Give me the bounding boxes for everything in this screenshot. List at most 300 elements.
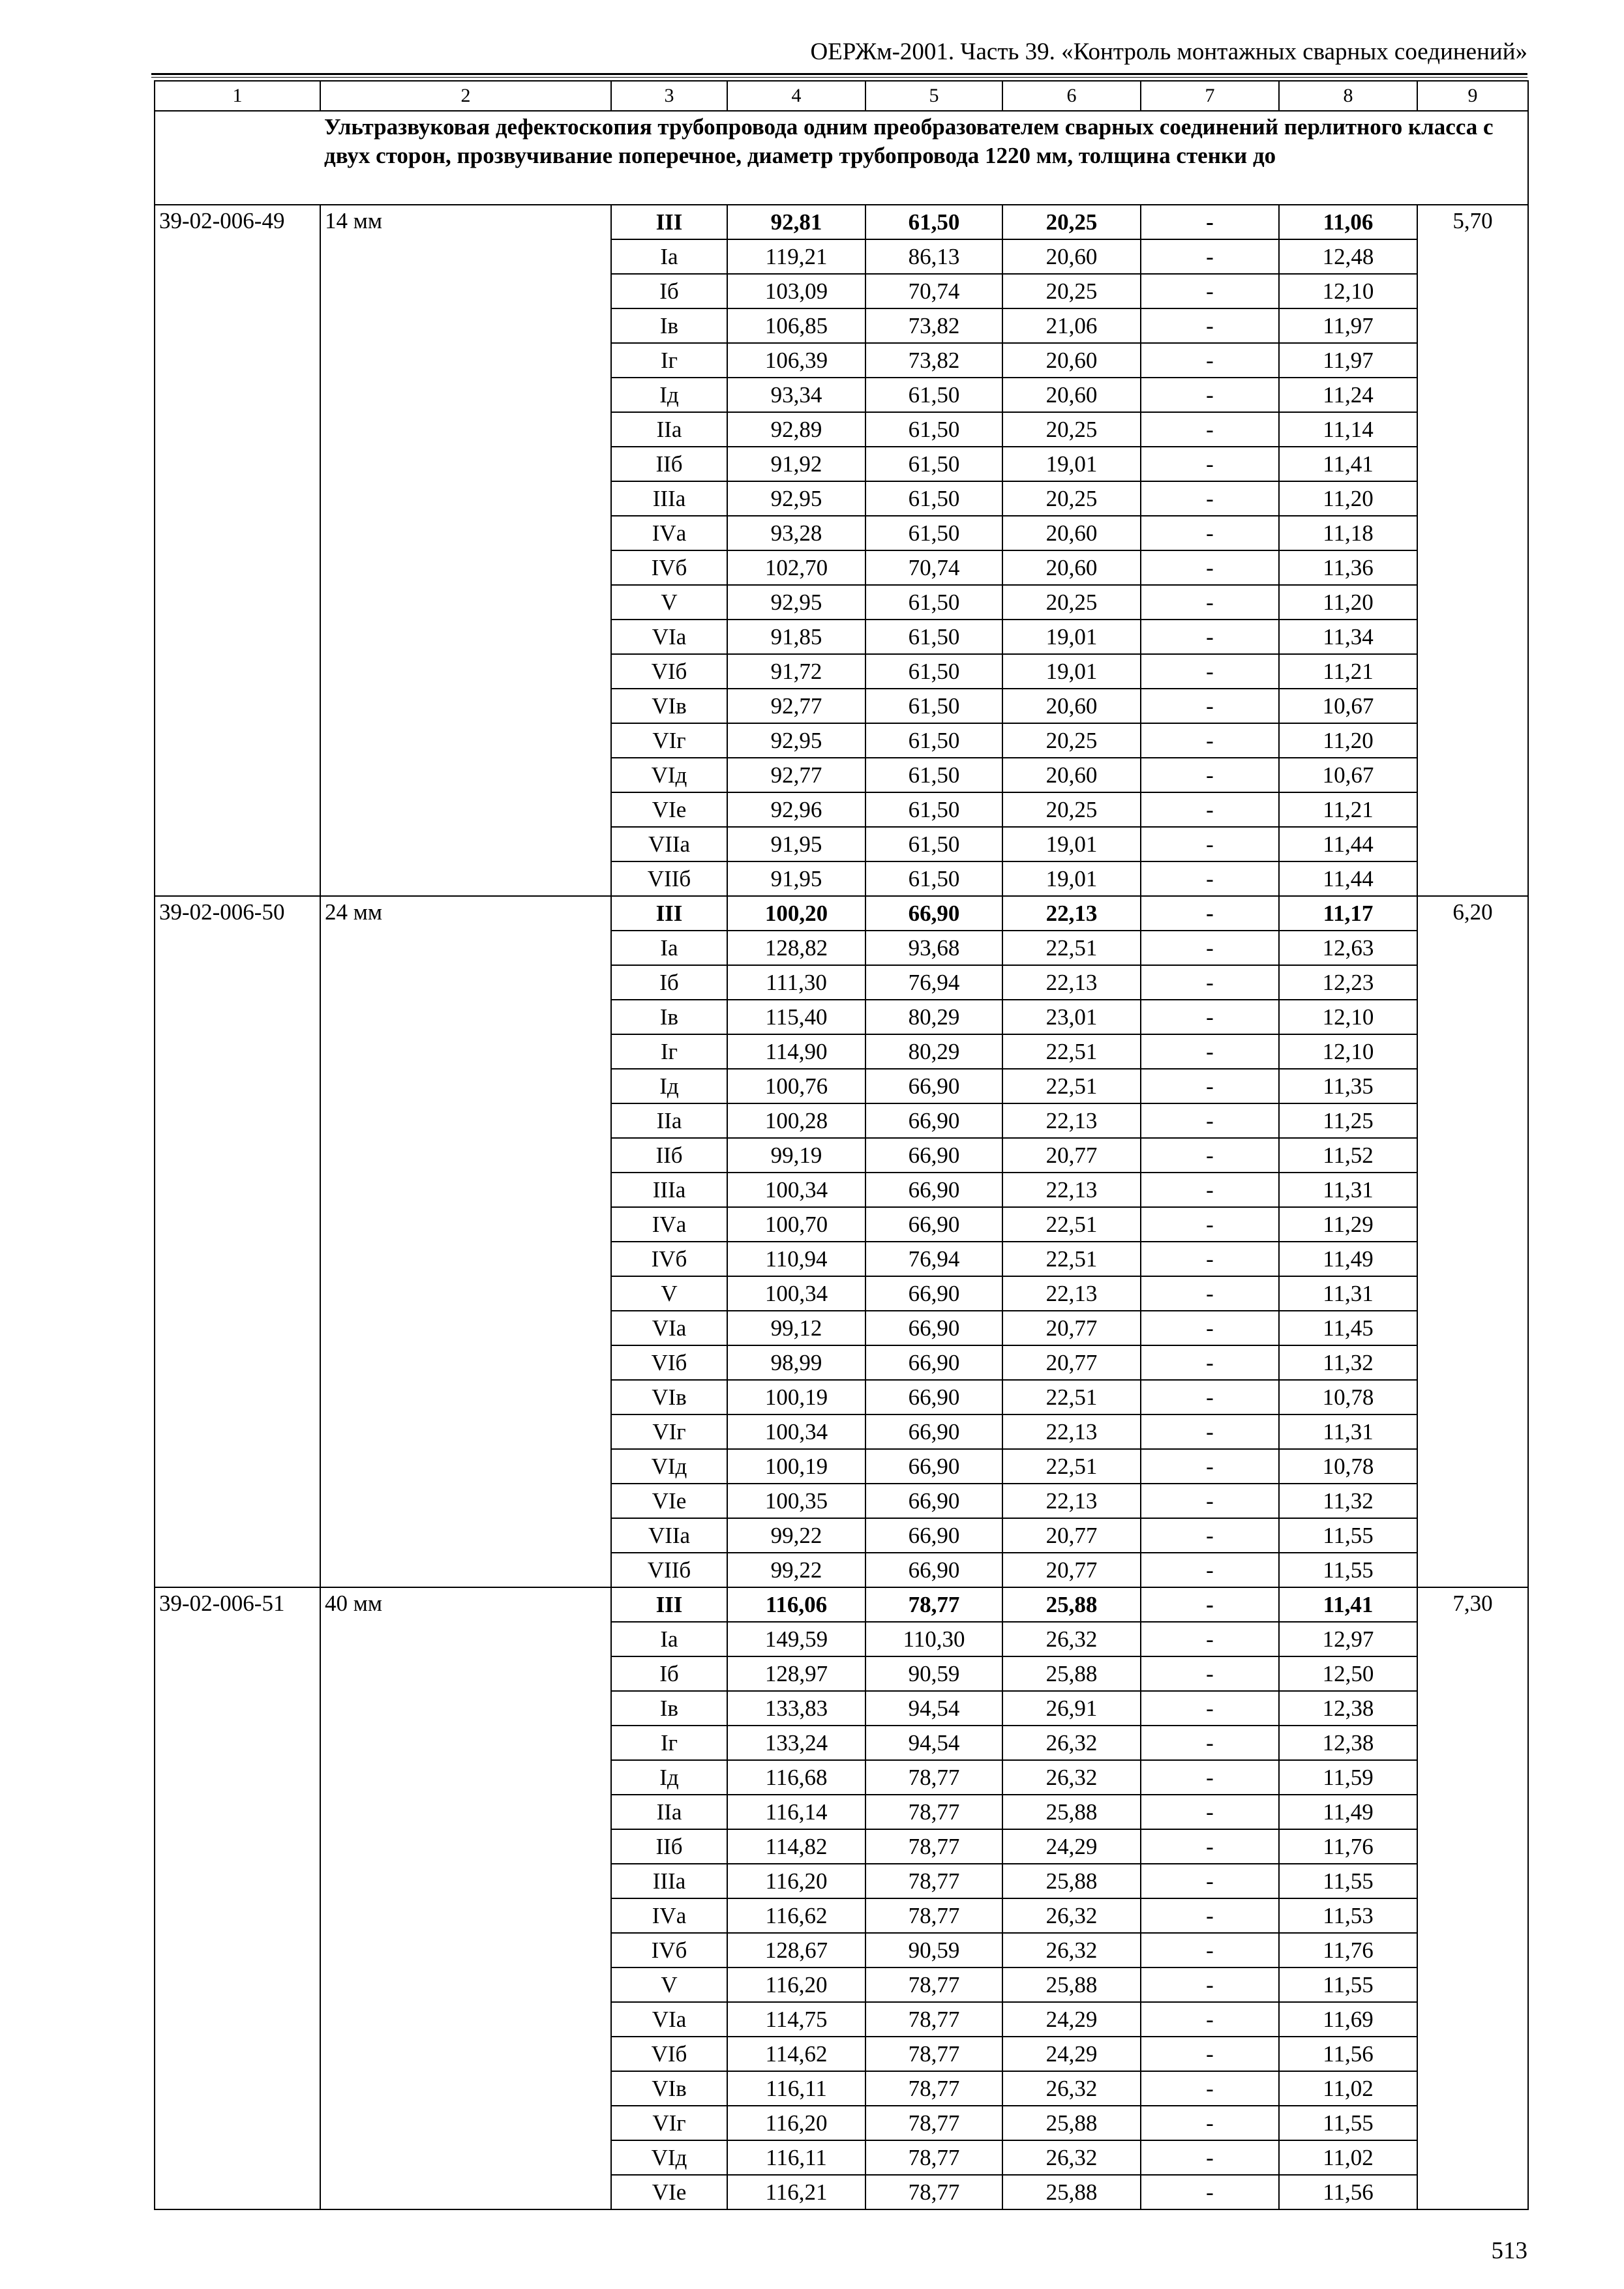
wall-thickness: 40 мм <box>320 1587 611 2209</box>
value-cell: 11,69 <box>1279 2002 1417 2037</box>
value-cell: - <box>1141 792 1279 827</box>
value-cell: 86,13 <box>865 239 1002 274</box>
value-cell: 66,90 <box>865 1069 1002 1103</box>
category-cell: III <box>611 896 727 931</box>
value-cell: 90,59 <box>865 1933 1002 1967</box>
category-cell: Iд <box>611 1069 727 1103</box>
table-row <box>155 1587 1528 1622</box>
value-cell: 61,50 <box>865 620 1002 654</box>
category-cell: VIIб <box>611 861 727 896</box>
category-cell: IIб <box>611 1829 727 1864</box>
category-cell: IVб <box>611 1242 727 1276</box>
value-cell: 116,62 <box>727 1898 865 1933</box>
column-number-row <box>155 81 1528 111</box>
value-cell: 21,06 <box>1002 308 1141 343</box>
value-cell: 20,25 <box>1002 723 1141 758</box>
value-cell: 11,31 <box>1279 1276 1417 1311</box>
category-cell: Iв <box>611 1000 727 1034</box>
value-cell: 78,77 <box>865 2037 1002 2071</box>
value-cell: 26,32 <box>1002 1933 1141 1967</box>
category-cell: VIа <box>611 620 727 654</box>
value-cell: - <box>1141 308 1279 343</box>
value-cell: 11,32 <box>1279 1484 1417 1518</box>
value-cell: 11,02 <box>1279 2140 1417 2175</box>
value-cell: 12,10 <box>1279 1000 1417 1034</box>
value-cell: 76,94 <box>865 965 1002 1000</box>
value-cell: 11,02 <box>1279 2071 1417 2106</box>
value-cell: 110,94 <box>727 1242 865 1276</box>
value-cell: 11,35 <box>1279 1069 1417 1103</box>
value-cell: 26,32 <box>1002 2140 1141 2175</box>
category-cell: Iв <box>611 308 727 343</box>
category-cell: VIIб <box>611 1553 727 1587</box>
category-cell: VIIа <box>611 827 727 861</box>
value-cell: 12,10 <box>1279 1034 1417 1069</box>
value-cell: 66,90 <box>865 1311 1002 1345</box>
value-cell: 24,29 <box>1002 2002 1141 2037</box>
category-cell: IIб <box>611 447 727 481</box>
value-cell: 12,38 <box>1279 1691 1417 1726</box>
value-cell: 25,88 <box>1002 1864 1141 1898</box>
value-cell: 19,01 <box>1002 861 1141 896</box>
category-cell: IIIа <box>611 481 727 516</box>
value-cell: - <box>1141 343 1279 378</box>
category-cell: IVа <box>611 1898 727 1933</box>
value-cell: - <box>1141 1311 1279 1345</box>
value-cell: 20,60 <box>1002 758 1141 792</box>
value-cell: 12,10 <box>1279 274 1417 308</box>
value-cell: - <box>1141 274 1279 308</box>
value-cell: 100,76 <box>727 1069 865 1103</box>
value-cell: 61,50 <box>865 378 1002 412</box>
page-number: 513 <box>1491 2237 1527 2264</box>
value-cell: - <box>1141 1587 1279 1622</box>
value-cell: 11,55 <box>1279 1967 1417 2002</box>
value-cell: 12,38 <box>1279 1726 1417 1760</box>
value-cell: 100,19 <box>727 1449 865 1484</box>
value-cell: 26,32 <box>1002 1622 1141 1656</box>
value-cell: 92,89 <box>727 412 865 447</box>
value-cell: 99,22 <box>727 1518 865 1553</box>
value-cell: 11,49 <box>1279 1795 1417 1829</box>
value-cell: 61,50 <box>865 585 1002 620</box>
section-title-spacer <box>155 111 320 205</box>
value-cell: - <box>1141 1691 1279 1726</box>
value-cell: - <box>1141 1069 1279 1103</box>
value-cell: 11,76 <box>1279 1829 1417 1864</box>
value-cell: 11,25 <box>1279 1103 1417 1138</box>
value-cell: 22,13 <box>1002 1484 1141 1518</box>
value-cell: 12,23 <box>1279 965 1417 1000</box>
value-cell: 93,34 <box>727 378 865 412</box>
column-number: 2 <box>320 81 611 111</box>
column-9-value: 7,30 <box>1417 1587 1528 2209</box>
value-cell: 61,50 <box>865 516 1002 550</box>
value-cell: 99,22 <box>727 1553 865 1587</box>
value-cell: 11,17 <box>1279 896 1417 931</box>
value-cell: - <box>1141 1795 1279 1829</box>
value-cell: - <box>1141 1933 1279 1967</box>
value-cell: 111,30 <box>727 965 865 1000</box>
value-cell: 11,44 <box>1279 861 1417 896</box>
value-cell: 92,95 <box>727 585 865 620</box>
value-cell: 11,52 <box>1279 1138 1417 1173</box>
value-cell: 11,20 <box>1279 723 1417 758</box>
value-cell: - <box>1141 1829 1279 1864</box>
rate-code: 39-02-006-49 <box>155 205 320 896</box>
value-cell: 78,77 <box>865 2106 1002 2140</box>
value-cell: 25,88 <box>1002 2106 1141 2140</box>
value-cell: 66,90 <box>865 1276 1002 1311</box>
value-cell: - <box>1141 2175 1279 2209</box>
value-cell: 61,50 <box>865 758 1002 792</box>
value-cell: 114,62 <box>727 2037 865 2071</box>
value-cell: 91,72 <box>727 654 865 689</box>
header-rule-thick <box>151 73 1527 75</box>
category-cell: Iв <box>611 1691 727 1726</box>
value-cell: 98,99 <box>727 1345 865 1380</box>
category-cell: VIд <box>611 2140 727 2175</box>
value-cell: 90,59 <box>865 1656 1002 1691</box>
value-cell: 66,90 <box>865 1138 1002 1173</box>
value-cell: 22,13 <box>1002 1414 1141 1449</box>
value-cell: 70,74 <box>865 550 1002 585</box>
value-cell: 11,18 <box>1279 516 1417 550</box>
rate-code: 39-02-006-51 <box>155 1587 320 2209</box>
value-cell: 99,12 <box>727 1311 865 1345</box>
value-cell: 114,75 <box>727 2002 865 2037</box>
category-cell: Iб <box>611 1656 727 1691</box>
value-cell: 11,20 <box>1279 585 1417 620</box>
value-cell: 11,56 <box>1279 2037 1417 2071</box>
value-cell: 78,77 <box>865 2002 1002 2037</box>
table-row <box>155 896 1528 931</box>
value-cell: 10,67 <box>1279 758 1417 792</box>
value-cell: 11,41 <box>1279 1587 1417 1622</box>
table-body <box>155 81 1528 2209</box>
value-cell: - <box>1141 447 1279 481</box>
value-cell: 26,32 <box>1002 1726 1141 1760</box>
value-cell: 78,77 <box>865 1967 1002 2002</box>
category-cell: Iа <box>611 931 727 965</box>
value-cell: - <box>1141 1484 1279 1518</box>
category-cell: Iд <box>611 1760 727 1795</box>
value-cell: - <box>1141 516 1279 550</box>
value-cell: - <box>1141 1138 1279 1173</box>
value-cell: - <box>1141 1207 1279 1242</box>
value-cell: - <box>1141 1380 1279 1414</box>
value-cell: 91,95 <box>727 827 865 861</box>
value-cell: 92,96 <box>727 792 865 827</box>
value-cell: 91,95 <box>727 861 865 896</box>
value-cell: 73,82 <box>865 343 1002 378</box>
value-cell: 100,35 <box>727 1484 865 1518</box>
category-cell: III <box>611 1587 727 1622</box>
value-cell: 19,01 <box>1002 447 1141 481</box>
value-cell: 22,51 <box>1002 1380 1141 1414</box>
value-cell: 78,77 <box>865 1587 1002 1622</box>
value-cell: 20,60 <box>1002 343 1141 378</box>
category-cell: VIд <box>611 1449 727 1484</box>
category-cell: IVа <box>611 516 727 550</box>
rates-table <box>154 80 1529 2210</box>
category-cell: VIIа <box>611 1518 727 1553</box>
value-cell: 23,01 <box>1002 1000 1141 1034</box>
column-number: 9 <box>1417 81 1528 111</box>
value-cell: 92,77 <box>727 689 865 723</box>
value-cell: - <box>1141 1553 1279 1587</box>
value-cell: 128,82 <box>727 931 865 965</box>
value-cell: 116,20 <box>727 1864 865 1898</box>
value-cell: 66,90 <box>865 896 1002 931</box>
value-cell: 92,77 <box>727 758 865 792</box>
value-cell: - <box>1141 1000 1279 1034</box>
value-cell: 78,77 <box>865 2175 1002 2209</box>
value-cell: 22,13 <box>1002 1276 1141 1311</box>
value-cell: 116,14 <box>727 1795 865 1829</box>
value-cell: 100,20 <box>727 896 865 931</box>
value-cell: - <box>1141 1518 1279 1553</box>
category-cell: Iг <box>611 1034 727 1069</box>
category-cell: IIIа <box>611 1864 727 1898</box>
value-cell: 66,90 <box>865 1414 1002 1449</box>
category-cell: VIг <box>611 1414 727 1449</box>
value-cell: 11,55 <box>1279 1553 1417 1587</box>
value-cell: 92,95 <box>727 481 865 516</box>
value-cell: 100,28 <box>727 1103 865 1138</box>
value-cell: 116,06 <box>727 1587 865 1622</box>
value-cell: 80,29 <box>865 1034 1002 1069</box>
value-cell: 22,13 <box>1002 965 1141 1000</box>
value-cell: 66,90 <box>865 1103 1002 1138</box>
category-cell: VIв <box>611 1380 727 1414</box>
value-cell: 22,51 <box>1002 1034 1141 1069</box>
value-cell: - <box>1141 2037 1279 2071</box>
value-cell: 133,24 <box>727 1726 865 1760</box>
value-cell: 11,21 <box>1279 792 1417 827</box>
value-cell: 22,13 <box>1002 1103 1141 1138</box>
value-cell: 91,85 <box>727 620 865 654</box>
wall-thickness: 24 мм <box>320 896 611 1587</box>
category-cell: VIв <box>611 2071 727 2106</box>
value-cell: 116,20 <box>727 2106 865 2140</box>
value-cell: 61,50 <box>865 827 1002 861</box>
value-cell: 78,77 <box>865 1760 1002 1795</box>
value-cell: - <box>1141 931 1279 965</box>
value-cell: 102,70 <box>727 550 865 585</box>
category-cell: VIб <box>611 1345 727 1380</box>
value-cell: 10,78 <box>1279 1380 1417 1414</box>
value-cell: 19,01 <box>1002 654 1141 689</box>
value-cell: 61,50 <box>865 205 1002 239</box>
value-cell: 70,74 <box>865 274 1002 308</box>
value-cell: - <box>1141 1656 1279 1691</box>
category-cell: IIа <box>611 412 727 447</box>
category-cell: IVб <box>611 550 727 585</box>
value-cell: 19,01 <box>1002 827 1141 861</box>
value-cell: 11,41 <box>1279 447 1417 481</box>
value-cell: 114,82 <box>727 1829 865 1864</box>
value-cell: 93,28 <box>727 516 865 550</box>
category-cell: IIа <box>611 1103 727 1138</box>
column-number: 4 <box>727 81 865 111</box>
value-cell: 25,88 <box>1002 1967 1141 2002</box>
value-cell: - <box>1141 654 1279 689</box>
category-cell: VIг <box>611 723 727 758</box>
value-cell: 78,77 <box>865 2071 1002 2106</box>
value-cell: - <box>1141 758 1279 792</box>
value-cell: 94,54 <box>865 1691 1002 1726</box>
value-cell: - <box>1141 1449 1279 1484</box>
value-cell: 26,32 <box>1002 1898 1141 1933</box>
category-cell: V <box>611 585 727 620</box>
value-cell: 78,77 <box>865 1864 1002 1898</box>
value-cell: 61,50 <box>865 412 1002 447</box>
value-cell: 25,88 <box>1002 1587 1141 1622</box>
wall-thickness: 14 мм <box>320 205 611 896</box>
value-cell: 24,29 <box>1002 1829 1141 1864</box>
section-title: Ультразвуковая дефектоскопия трубопровода одним преобразователем сварных соединений перлитного класса с двух сторон, прозвучивание поперечное, диаметр трубопровода 1220 мм, толщина стенки до <box>320 111 1528 205</box>
value-cell: - <box>1141 205 1279 239</box>
column-number: 3 <box>611 81 727 111</box>
value-cell: 114,90 <box>727 1034 865 1069</box>
value-cell: 22,51 <box>1002 1207 1141 1242</box>
value-cell: 20,60 <box>1002 516 1141 550</box>
column-number: 6 <box>1002 81 1141 111</box>
value-cell: - <box>1141 827 1279 861</box>
value-cell: 116,68 <box>727 1760 865 1795</box>
value-cell: 103,09 <box>727 274 865 308</box>
value-cell: 61,50 <box>865 861 1002 896</box>
value-cell: 11,44 <box>1279 827 1417 861</box>
value-cell: 20,25 <box>1002 792 1141 827</box>
value-cell: 116,11 <box>727 2140 865 2175</box>
value-cell: - <box>1141 1898 1279 1933</box>
value-cell: 12,48 <box>1279 239 1417 274</box>
value-cell: 106,39 <box>727 343 865 378</box>
value-cell: 66,90 <box>865 1553 1002 1587</box>
value-cell: 22,51 <box>1002 1069 1141 1103</box>
value-cell: 20,25 <box>1002 585 1141 620</box>
value-cell: 11,36 <box>1279 550 1417 585</box>
value-cell: 61,50 <box>865 654 1002 689</box>
value-cell: - <box>1141 2106 1279 2140</box>
value-cell: 76,94 <box>865 1242 1002 1276</box>
category-cell: Iб <box>611 274 727 308</box>
value-cell: - <box>1141 239 1279 274</box>
value-cell: 10,67 <box>1279 689 1417 723</box>
value-cell: 100,70 <box>727 1207 865 1242</box>
value-cell: 25,88 <box>1002 1795 1141 1829</box>
value-cell: 61,50 <box>865 723 1002 758</box>
value-cell: 106,85 <box>727 308 865 343</box>
category-cell: VIб <box>611 2037 727 2071</box>
value-cell: 133,83 <box>727 1691 865 1726</box>
value-cell: 11,49 <box>1279 1242 1417 1276</box>
value-cell: - <box>1141 1034 1279 1069</box>
value-cell: 12,63 <box>1279 931 1417 965</box>
value-cell: 119,21 <box>727 239 865 274</box>
value-cell: 20,77 <box>1002 1553 1141 1587</box>
value-cell: 11,29 <box>1279 1207 1417 1242</box>
value-cell: 25,88 <box>1002 2175 1141 2209</box>
category-cell: Iд <box>611 378 727 412</box>
value-cell: 61,50 <box>865 689 1002 723</box>
value-cell: - <box>1141 1414 1279 1449</box>
section-title-row <box>155 111 1528 205</box>
column-number: 1 <box>155 81 320 111</box>
value-cell: 11,24 <box>1279 378 1417 412</box>
value-cell: 149,59 <box>727 1622 865 1656</box>
category-cell: V <box>611 1967 727 2002</box>
value-cell: 80,29 <box>865 1000 1002 1034</box>
value-cell: 11,34 <box>1279 620 1417 654</box>
value-cell: 11,45 <box>1279 1311 1417 1345</box>
value-cell: 22,51 <box>1002 1449 1141 1484</box>
value-cell: - <box>1141 1726 1279 1760</box>
value-cell: - <box>1141 585 1279 620</box>
category-cell: VIв <box>611 689 727 723</box>
value-cell: 22,13 <box>1002 896 1141 931</box>
category-cell: IIIа <box>611 1173 727 1207</box>
value-cell: 61,50 <box>865 481 1002 516</box>
value-cell: 20,77 <box>1002 1138 1141 1173</box>
value-cell: 11,55 <box>1279 1864 1417 1898</box>
category-cell: VIг <box>611 2106 727 2140</box>
value-cell: 11,31 <box>1279 1173 1417 1207</box>
column-9-value: 5,70 <box>1417 205 1528 896</box>
value-cell: 12,97 <box>1279 1622 1417 1656</box>
category-cell: VIд <box>611 758 727 792</box>
value-cell: 11,53 <box>1279 1898 1417 1933</box>
value-cell: - <box>1141 1864 1279 1898</box>
value-cell: 128,97 <box>727 1656 865 1691</box>
value-cell: 78,77 <box>865 1795 1002 1829</box>
value-cell: - <box>1141 896 1279 931</box>
value-cell: 22,51 <box>1002 931 1141 965</box>
value-cell: - <box>1141 1967 1279 2002</box>
value-cell: 11,97 <box>1279 343 1417 378</box>
value-cell: 91,92 <box>727 447 865 481</box>
value-cell: 61,50 <box>865 447 1002 481</box>
category-cell: Iа <box>611 1622 727 1656</box>
category-cell: IIа <box>611 1795 727 1829</box>
value-cell: 78,77 <box>865 1829 1002 1864</box>
value-cell: - <box>1141 1760 1279 1795</box>
value-cell: - <box>1141 1103 1279 1138</box>
column-9-value: 6,20 <box>1417 896 1528 1587</box>
value-cell: - <box>1141 1173 1279 1207</box>
value-cell: 116,20 <box>727 1967 865 2002</box>
table-row <box>155 205 1528 239</box>
category-cell: IVб <box>611 1933 727 1967</box>
value-cell: 100,34 <box>727 1173 865 1207</box>
value-cell: 66,90 <box>865 1484 1002 1518</box>
value-cell: - <box>1141 861 1279 896</box>
value-cell: - <box>1141 1242 1279 1276</box>
value-cell: - <box>1141 620 1279 654</box>
value-cell: 11,14 <box>1279 412 1417 447</box>
value-cell: 20,25 <box>1002 274 1141 308</box>
value-cell: 66,90 <box>865 1345 1002 1380</box>
value-cell: - <box>1141 412 1279 447</box>
value-cell: 78,77 <box>865 2140 1002 2175</box>
value-cell: 66,90 <box>865 1380 1002 1414</box>
value-cell: 11,59 <box>1279 1760 1417 1795</box>
value-cell: - <box>1141 1622 1279 1656</box>
value-cell: - <box>1141 378 1279 412</box>
category-cell: III <box>611 205 727 239</box>
